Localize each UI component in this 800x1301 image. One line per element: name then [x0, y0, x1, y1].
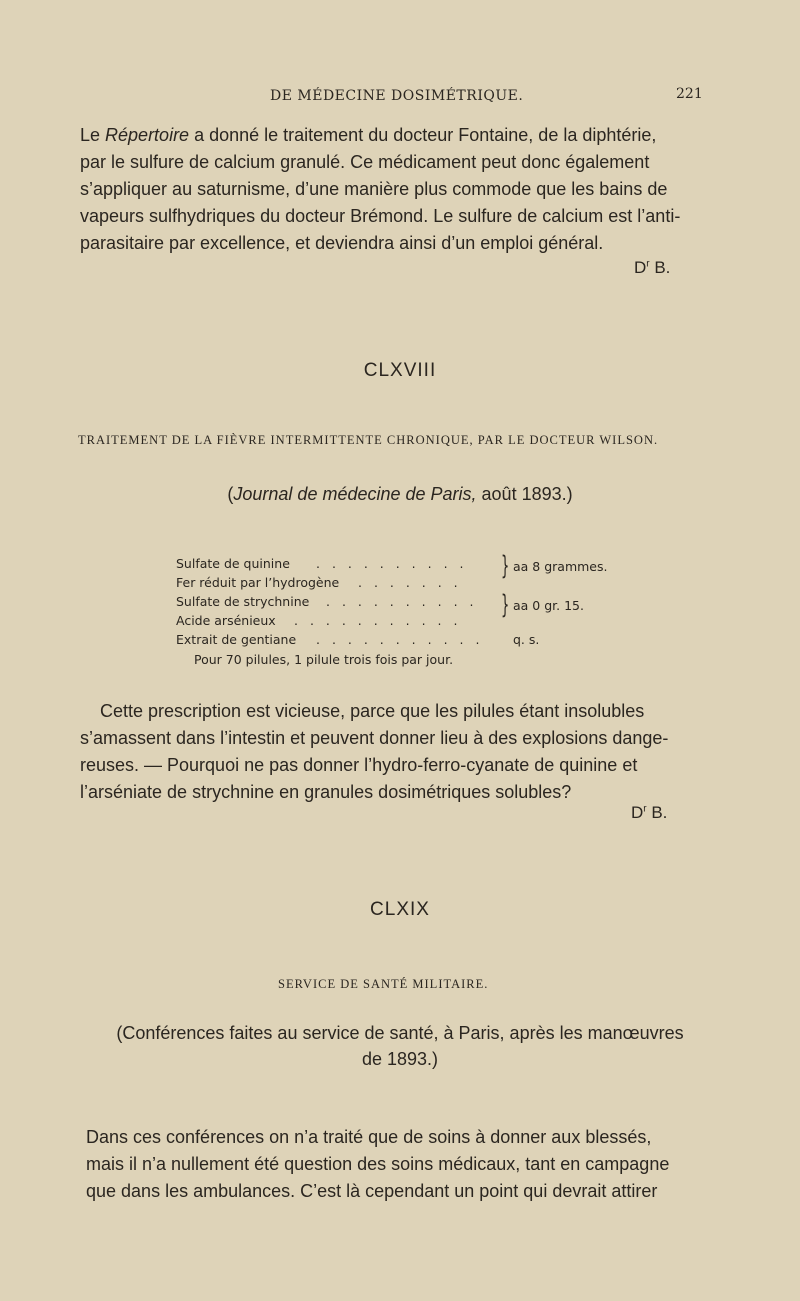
- leader-dots: . . . . . . . . . . .: [316, 632, 484, 647]
- quantity-1: aa 8 grammes.: [513, 559, 608, 574]
- ingredient-name: Extrait de gentiane: [176, 632, 297, 647]
- running-head: DE MÉDECINE DOSIMÉTRIQUE.: [270, 88, 524, 104]
- chapter-number-1: CLXVIII: [363, 360, 437, 381]
- ingredient-name: Fer réduit par l’hydrogène: [176, 575, 340, 590]
- paragraph-2-line-4: l’arséniate de strychnine en granules dosimétriques solubles?: [80, 782, 572, 802]
- quantity-3: q. s.: [513, 632, 540, 647]
- quantity-2: aa 0 gr. 15.: [513, 598, 584, 613]
- chapter-title-2: SERVICE DE SANTÉ MILITAIRE.: [278, 977, 489, 991]
- paragraph-3-line-3: que dans les ambulances. C’est là cependant un point qui devrait attirer: [86, 1181, 658, 1201]
- source-citation-1: (Journal de médecine de Paris, août 1893.): [227, 484, 573, 504]
- paragraph-3-line-2: mais il n’a nullement été question des soins médicaux, tant en campagne: [86, 1154, 670, 1174]
- ingredient-name: Acide arsénieux: [176, 613, 276, 628]
- ingredient-name: Sulfate de quinine: [176, 556, 290, 571]
- brace-1: }: [501, 551, 510, 581]
- source-citation-2: [90, 1020, 710, 1072]
- paragraph-1-line-2: par le sulfure de calcium granulé. Ce médicament peut donc également: [80, 152, 650, 172]
- paragraph-2-line-3: reuses. — Pourquoi ne pas donner l’hydro-ferro-cyanate de quinine et: [80, 755, 638, 775]
- paragraph-2: [80, 698, 700, 806]
- dosage-note: Pour 70 pilules, 1 pilule trois fois par jour.: [194, 652, 454, 667]
- leader-dots: . . . . . . . . . .: [316, 556, 468, 571]
- chapter-title-1: TRAITEMENT DE LA FIÈVRE INTERMITTENTE CHRONIQUE, PAR LE DOCTEUR WILSON.: [78, 433, 659, 447]
- brace-2: }: [501, 590, 510, 620]
- paragraph-1-line-4: vapeurs sulfhydriques du docteur Brémond. Le sulfure de calcium est l’anti-: [80, 206, 681, 226]
- paragraph-3: [86, 1124, 702, 1205]
- source-citation-2-line-2: de 1893.): [361, 1049, 439, 1069]
- paragraph-2-line-2: s’amassent dans l’intestin et peuvent donner lieu à des explosions dange-: [80, 728, 669, 748]
- source-citation-2-line-1: (Conférences faites au service de santé, à Paris, après les manœuvres: [116, 1023, 684, 1043]
- paragraph-1-line-1: Le Répertoire a donné le traitement du docteur Fontaine, de la diphtérie,: [80, 125, 657, 145]
- paragraph-2-line-1: Cette prescription est vicieuse, parce que les pilules étant insolubles: [100, 701, 645, 721]
- leader-dots: . . . . . . . . . .: [326, 594, 478, 609]
- chapter-number-2: CLXIX: [370, 899, 430, 920]
- paragraph-3-line-1: Dans ces conférences on n’a traité que de soins à donner aux blessés,: [86, 1127, 652, 1147]
- signature-2: $D^r$ B.: [631, 803, 668, 822]
- leader-dots: . . . . . . .: [358, 575, 462, 590]
- signature-1: $D^r$ B.: [634, 258, 671, 277]
- paragraph-1-line-5: parasitaire par excellence, et deviendra ainsi d’un emploi général.: [80, 233, 604, 253]
- paragraph-1: [80, 122, 700, 257]
- page-number: 221: [676, 86, 703, 102]
- paragraph-1-line-3: s’appliquer au saturnisme, d’une manière plus commode que les bains de: [80, 179, 668, 199]
- leader-dots: . . . . . . . . . . .: [294, 613, 462, 628]
- ingredient-name: Sulfate de strychnine: [176, 594, 310, 609]
